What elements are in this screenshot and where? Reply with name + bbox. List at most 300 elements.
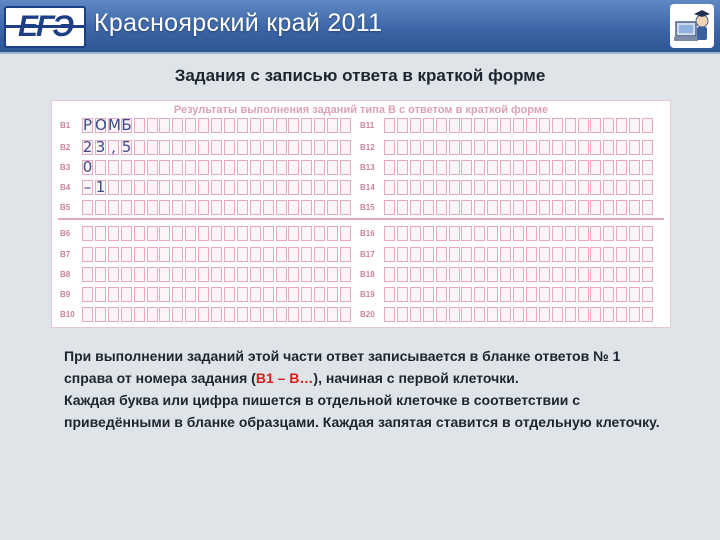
answer-cell [211, 140, 222, 155]
answer-cell [629, 226, 640, 241]
answer-cell [301, 287, 312, 302]
answer-cell [314, 180, 325, 195]
answer-cell [95, 307, 106, 322]
answer-cell [263, 267, 274, 282]
answer-cell [263, 247, 274, 262]
answer-cell [384, 180, 395, 195]
answer-cell [276, 307, 287, 322]
answer-cell [539, 226, 550, 241]
answer-cell [552, 160, 563, 175]
answer-cell [513, 118, 524, 133]
answer-cell [301, 226, 312, 241]
answer-cell [263, 307, 274, 322]
answer-cell [487, 180, 498, 195]
answer-cell [108, 200, 119, 215]
row-label-left: В7 [60, 250, 71, 259]
answer-cell [487, 200, 498, 215]
answer-cell [616, 140, 627, 155]
answer-cell [539, 160, 550, 175]
answer-cell [301, 307, 312, 322]
answer-cell [410, 226, 421, 241]
answer-cell [500, 247, 511, 262]
answer-cell [327, 287, 338, 302]
answer-cell [449, 160, 460, 175]
answer-cell [211, 307, 222, 322]
answer-cell [552, 287, 563, 302]
answer-cell [513, 160, 524, 175]
answer-cell [616, 247, 627, 262]
answer-cell [487, 287, 498, 302]
answer-cell [198, 140, 209, 155]
answer-cell [108, 160, 119, 175]
answer-cell [384, 226, 395, 241]
answer-cell [642, 118, 653, 133]
row-label-left: В10 [60, 310, 75, 319]
answer-cell [410, 160, 421, 175]
answer-cell [95, 226, 106, 241]
answer-cell [461, 226, 472, 241]
answer-cell [134, 267, 145, 282]
row-label-right: В17 [360, 250, 375, 259]
answer-cell [327, 267, 338, 282]
answer-cell [82, 307, 93, 322]
answer-cell [384, 140, 395, 155]
computer-graduate-icon-graphic [670, 4, 714, 48]
row-label-left: В6 [60, 229, 71, 238]
answer-cell [565, 140, 576, 155]
answer-cell [276, 118, 287, 133]
answer-cell [276, 140, 287, 155]
answer-cell [95, 287, 106, 302]
row-label-left: В9 [60, 290, 71, 299]
answer-cell [288, 140, 299, 155]
answer-cell [616, 307, 627, 322]
answer-cell [513, 267, 524, 282]
answer-cell [134, 118, 145, 133]
answer-cell [526, 180, 537, 195]
answer-cell [526, 200, 537, 215]
answer-cell [147, 180, 158, 195]
answer-form-image [51, 100, 671, 328]
answer-cell [449, 140, 460, 155]
answer-cell [224, 307, 235, 322]
answer-cell [423, 200, 434, 215]
answer-cell [147, 118, 158, 133]
answer-cell [590, 180, 601, 195]
answer-cell [82, 247, 93, 262]
answer-cell [237, 118, 248, 133]
answer-cell [159, 226, 170, 241]
answer-cell [539, 140, 550, 155]
answer-cell [461, 180, 472, 195]
answer-cell [327, 226, 338, 241]
row-label-left: В2 [60, 143, 71, 152]
answer-cell [423, 287, 434, 302]
answer-cell [578, 200, 589, 215]
answer-cell [500, 287, 511, 302]
answer-cell [629, 307, 640, 322]
answer-cell [539, 247, 550, 262]
answer-cell [185, 247, 196, 262]
answer-cell [185, 287, 196, 302]
answer-cell [147, 200, 158, 215]
answer-cell [121, 267, 132, 282]
answer-cell [449, 247, 460, 262]
answer-cell [526, 226, 537, 241]
answer-cell [340, 160, 351, 175]
answer-cell [250, 140, 261, 155]
answer-cell [185, 200, 196, 215]
answer-cell [340, 140, 351, 155]
answer-cell [263, 226, 274, 241]
answer-cell [616, 118, 627, 133]
answer-cell [384, 200, 395, 215]
answer-cell [565, 200, 576, 215]
answer-cell [629, 200, 640, 215]
answer-cell [211, 160, 222, 175]
answer-cell [250, 267, 261, 282]
instruction-part1-end: ), начиная с первой клеточки. [313, 370, 519, 386]
answer-cell [288, 226, 299, 241]
answer-cell [461, 267, 472, 282]
row-label-right: В18 [360, 270, 375, 279]
answer-cell [642, 247, 653, 262]
answer-cell [487, 226, 498, 241]
answer-cell [121, 247, 132, 262]
answer-cell [198, 287, 209, 302]
answer-cell [108, 226, 119, 241]
answer-cell [384, 118, 395, 133]
answer-cell [410, 200, 421, 215]
answer-cell [134, 287, 145, 302]
answer-cell [384, 307, 395, 322]
answer-cell [578, 140, 589, 155]
answer-cell [423, 180, 434, 195]
answer-cell [172, 267, 183, 282]
handwritten-char: Р [82, 116, 93, 134]
answer-cell [436, 118, 447, 133]
answer-cell [500, 267, 511, 282]
answer-cell [539, 180, 550, 195]
answer-cell [513, 180, 524, 195]
answer-cell [513, 307, 524, 322]
answer-cell [147, 287, 158, 302]
answer-cell [616, 287, 627, 302]
answer-cell [340, 118, 351, 133]
answer-cell [500, 140, 511, 155]
answer-cell [500, 226, 511, 241]
answer-cell [263, 287, 274, 302]
answer-cell [237, 180, 248, 195]
answer-cell [185, 160, 196, 175]
answer-cell [397, 287, 408, 302]
answer-cell [340, 307, 351, 322]
answer-cell [565, 180, 576, 195]
answer-cell [237, 160, 248, 175]
answer-cell [185, 118, 196, 133]
answer-cell [526, 267, 537, 282]
answer-cell [198, 118, 209, 133]
answer-cell [629, 287, 640, 302]
answer-cell [642, 200, 653, 215]
answer-cell [301, 118, 312, 133]
answer-cell [449, 118, 460, 133]
answer-cell [172, 247, 183, 262]
answer-cell [603, 307, 614, 322]
answer-cell [629, 118, 640, 133]
answer-cell [526, 287, 537, 302]
slide-header [0, 0, 720, 54]
answer-cell [108, 287, 119, 302]
answer-cell [327, 247, 338, 262]
logo-text: ЕГЭ [18, 10, 72, 43]
answer-cell [250, 118, 261, 133]
answer-cell [237, 226, 248, 241]
answer-cell [603, 267, 614, 282]
answer-cell [436, 160, 447, 175]
answer-cell [211, 287, 222, 302]
answer-cell [276, 160, 287, 175]
answer-cell [250, 226, 261, 241]
answer-cell [461, 287, 472, 302]
answer-cell [314, 247, 325, 262]
answer-cell [147, 307, 158, 322]
answer-cell [172, 160, 183, 175]
handwritten-char: 0 [82, 158, 93, 176]
answer-cell [642, 267, 653, 282]
answer-cell [314, 118, 325, 133]
answer-cell [565, 307, 576, 322]
answer-cell [487, 160, 498, 175]
answer-cell [159, 307, 170, 322]
answer-cell [410, 180, 421, 195]
answer-cell [565, 118, 576, 133]
answer-cell [263, 160, 274, 175]
answer-cell [642, 287, 653, 302]
answer-cell [500, 118, 511, 133]
row-label-right: В20 [360, 310, 375, 319]
answer-cell [461, 247, 472, 262]
answer-cell [250, 180, 261, 195]
answer-cell [276, 226, 287, 241]
answer-cell [314, 267, 325, 282]
answer-cell [134, 226, 145, 241]
answer-cell [578, 180, 589, 195]
answer-cell [397, 200, 408, 215]
answer-cell [616, 200, 627, 215]
answer-cell [410, 140, 421, 155]
answer-cell [603, 226, 614, 241]
answer-cell [423, 307, 434, 322]
answer-cell [565, 247, 576, 262]
answer-cell [224, 226, 235, 241]
answer-cell [198, 226, 209, 241]
answer-cell [642, 160, 653, 175]
answer-cell [224, 267, 235, 282]
instruction-text [64, 345, 664, 433]
answer-cell [513, 247, 524, 262]
answer-cell [423, 226, 434, 241]
answer-cell [327, 140, 338, 155]
handwritten-char: 5 [121, 138, 132, 156]
answer-cell [263, 118, 274, 133]
answer-cell [616, 267, 627, 282]
answer-cell [121, 307, 132, 322]
answer-cell [526, 118, 537, 133]
answer-cell [552, 226, 563, 241]
answer-cell [397, 180, 408, 195]
answer-cell [590, 140, 601, 155]
answer-cell [314, 287, 325, 302]
row-label-right: В16 [360, 229, 375, 238]
answer-cell [263, 140, 274, 155]
answer-cell [263, 200, 274, 215]
answer-cell [82, 287, 93, 302]
answer-cell [263, 180, 274, 195]
answer-cell [134, 140, 145, 155]
answer-cell [500, 307, 511, 322]
answer-cell [147, 267, 158, 282]
answer-cell [590, 226, 601, 241]
answer-cell [474, 226, 485, 241]
answer-cell [565, 226, 576, 241]
answer-cell [578, 118, 589, 133]
answer-cell [172, 140, 183, 155]
handwritten-char: , [111, 138, 116, 156]
answer-cell [474, 307, 485, 322]
answer-cell [250, 307, 261, 322]
answer-cell [397, 307, 408, 322]
answer-cell [159, 180, 170, 195]
answer-cell [172, 226, 183, 241]
answer-cell [159, 200, 170, 215]
answer-cell [159, 247, 170, 262]
handwritten-char: О [95, 116, 107, 134]
answer-cell [474, 267, 485, 282]
answer-cell [340, 267, 351, 282]
answer-cell [410, 247, 421, 262]
answer-cell [474, 118, 485, 133]
answer-cell [250, 160, 261, 175]
answer-cell [121, 160, 132, 175]
answer-cell [436, 287, 447, 302]
answer-cell [95, 200, 106, 215]
answer-cell [616, 160, 627, 175]
answer-cell [327, 307, 338, 322]
answer-cell [159, 287, 170, 302]
answer-cell [224, 200, 235, 215]
answer-cell [526, 140, 537, 155]
answer-cell [288, 307, 299, 322]
answer-cell [578, 287, 589, 302]
row-label-right: В15 [360, 203, 375, 212]
answer-cell [397, 267, 408, 282]
answer-cell [629, 160, 640, 175]
answer-cell [474, 200, 485, 215]
answer-cell [539, 267, 550, 282]
answer-cell [276, 180, 287, 195]
answer-cell [603, 287, 614, 302]
answer-cell [552, 247, 563, 262]
answer-cell [578, 307, 589, 322]
answer-cell [250, 200, 261, 215]
row-label-left: В3 [60, 163, 71, 172]
answer-cell [237, 247, 248, 262]
answer-cell [526, 160, 537, 175]
answer-cell [526, 307, 537, 322]
answer-cell [642, 180, 653, 195]
answer-cell [487, 247, 498, 262]
ege-logo [4, 6, 86, 48]
answer-cell [314, 307, 325, 322]
answer-cell [629, 180, 640, 195]
answer-cell [384, 160, 395, 175]
answer-cell [276, 247, 287, 262]
answer-cell [134, 247, 145, 262]
answer-cell [603, 247, 614, 262]
answer-cell [172, 287, 183, 302]
answer-cell [237, 307, 248, 322]
answer-cell [82, 267, 93, 282]
answer-cell [410, 287, 421, 302]
answer-cell [578, 267, 589, 282]
answer-cell [211, 247, 222, 262]
answer-cell [211, 180, 222, 195]
answer-cell [159, 140, 170, 155]
answer-cell [449, 287, 460, 302]
answer-cell [578, 160, 589, 175]
answer-cell [449, 180, 460, 195]
answer-cell [288, 267, 299, 282]
answer-cell [276, 287, 287, 302]
answer-cell [198, 307, 209, 322]
answer-cell [590, 267, 601, 282]
answer-cell [121, 226, 132, 241]
answer-cell [95, 267, 106, 282]
answer-cell [513, 226, 524, 241]
answer-cell [327, 160, 338, 175]
answer-cell [487, 118, 498, 133]
answer-cell [340, 287, 351, 302]
answer-cell [410, 118, 421, 133]
answer-cell [301, 160, 312, 175]
answer-cell [642, 307, 653, 322]
answer-cell [474, 180, 485, 195]
answer-cell [552, 140, 563, 155]
answer-cell [603, 160, 614, 175]
answer-cell [539, 287, 550, 302]
answer-cell [461, 160, 472, 175]
answer-cell [276, 267, 287, 282]
answer-cell [590, 307, 601, 322]
answer-cell [616, 180, 627, 195]
answer-cell [423, 247, 434, 262]
answer-cell [159, 160, 170, 175]
answer-cell [314, 160, 325, 175]
answer-cell [95, 247, 106, 262]
answer-cell [436, 200, 447, 215]
answer-cell [211, 226, 222, 241]
answer-cell [539, 307, 550, 322]
answer-cell [224, 160, 235, 175]
answer-cell [449, 226, 460, 241]
answer-cell [642, 140, 653, 155]
answer-cell [449, 267, 460, 282]
answer-cell [121, 180, 132, 195]
answer-cell [276, 200, 287, 215]
answer-cell [565, 267, 576, 282]
answer-cell [159, 267, 170, 282]
